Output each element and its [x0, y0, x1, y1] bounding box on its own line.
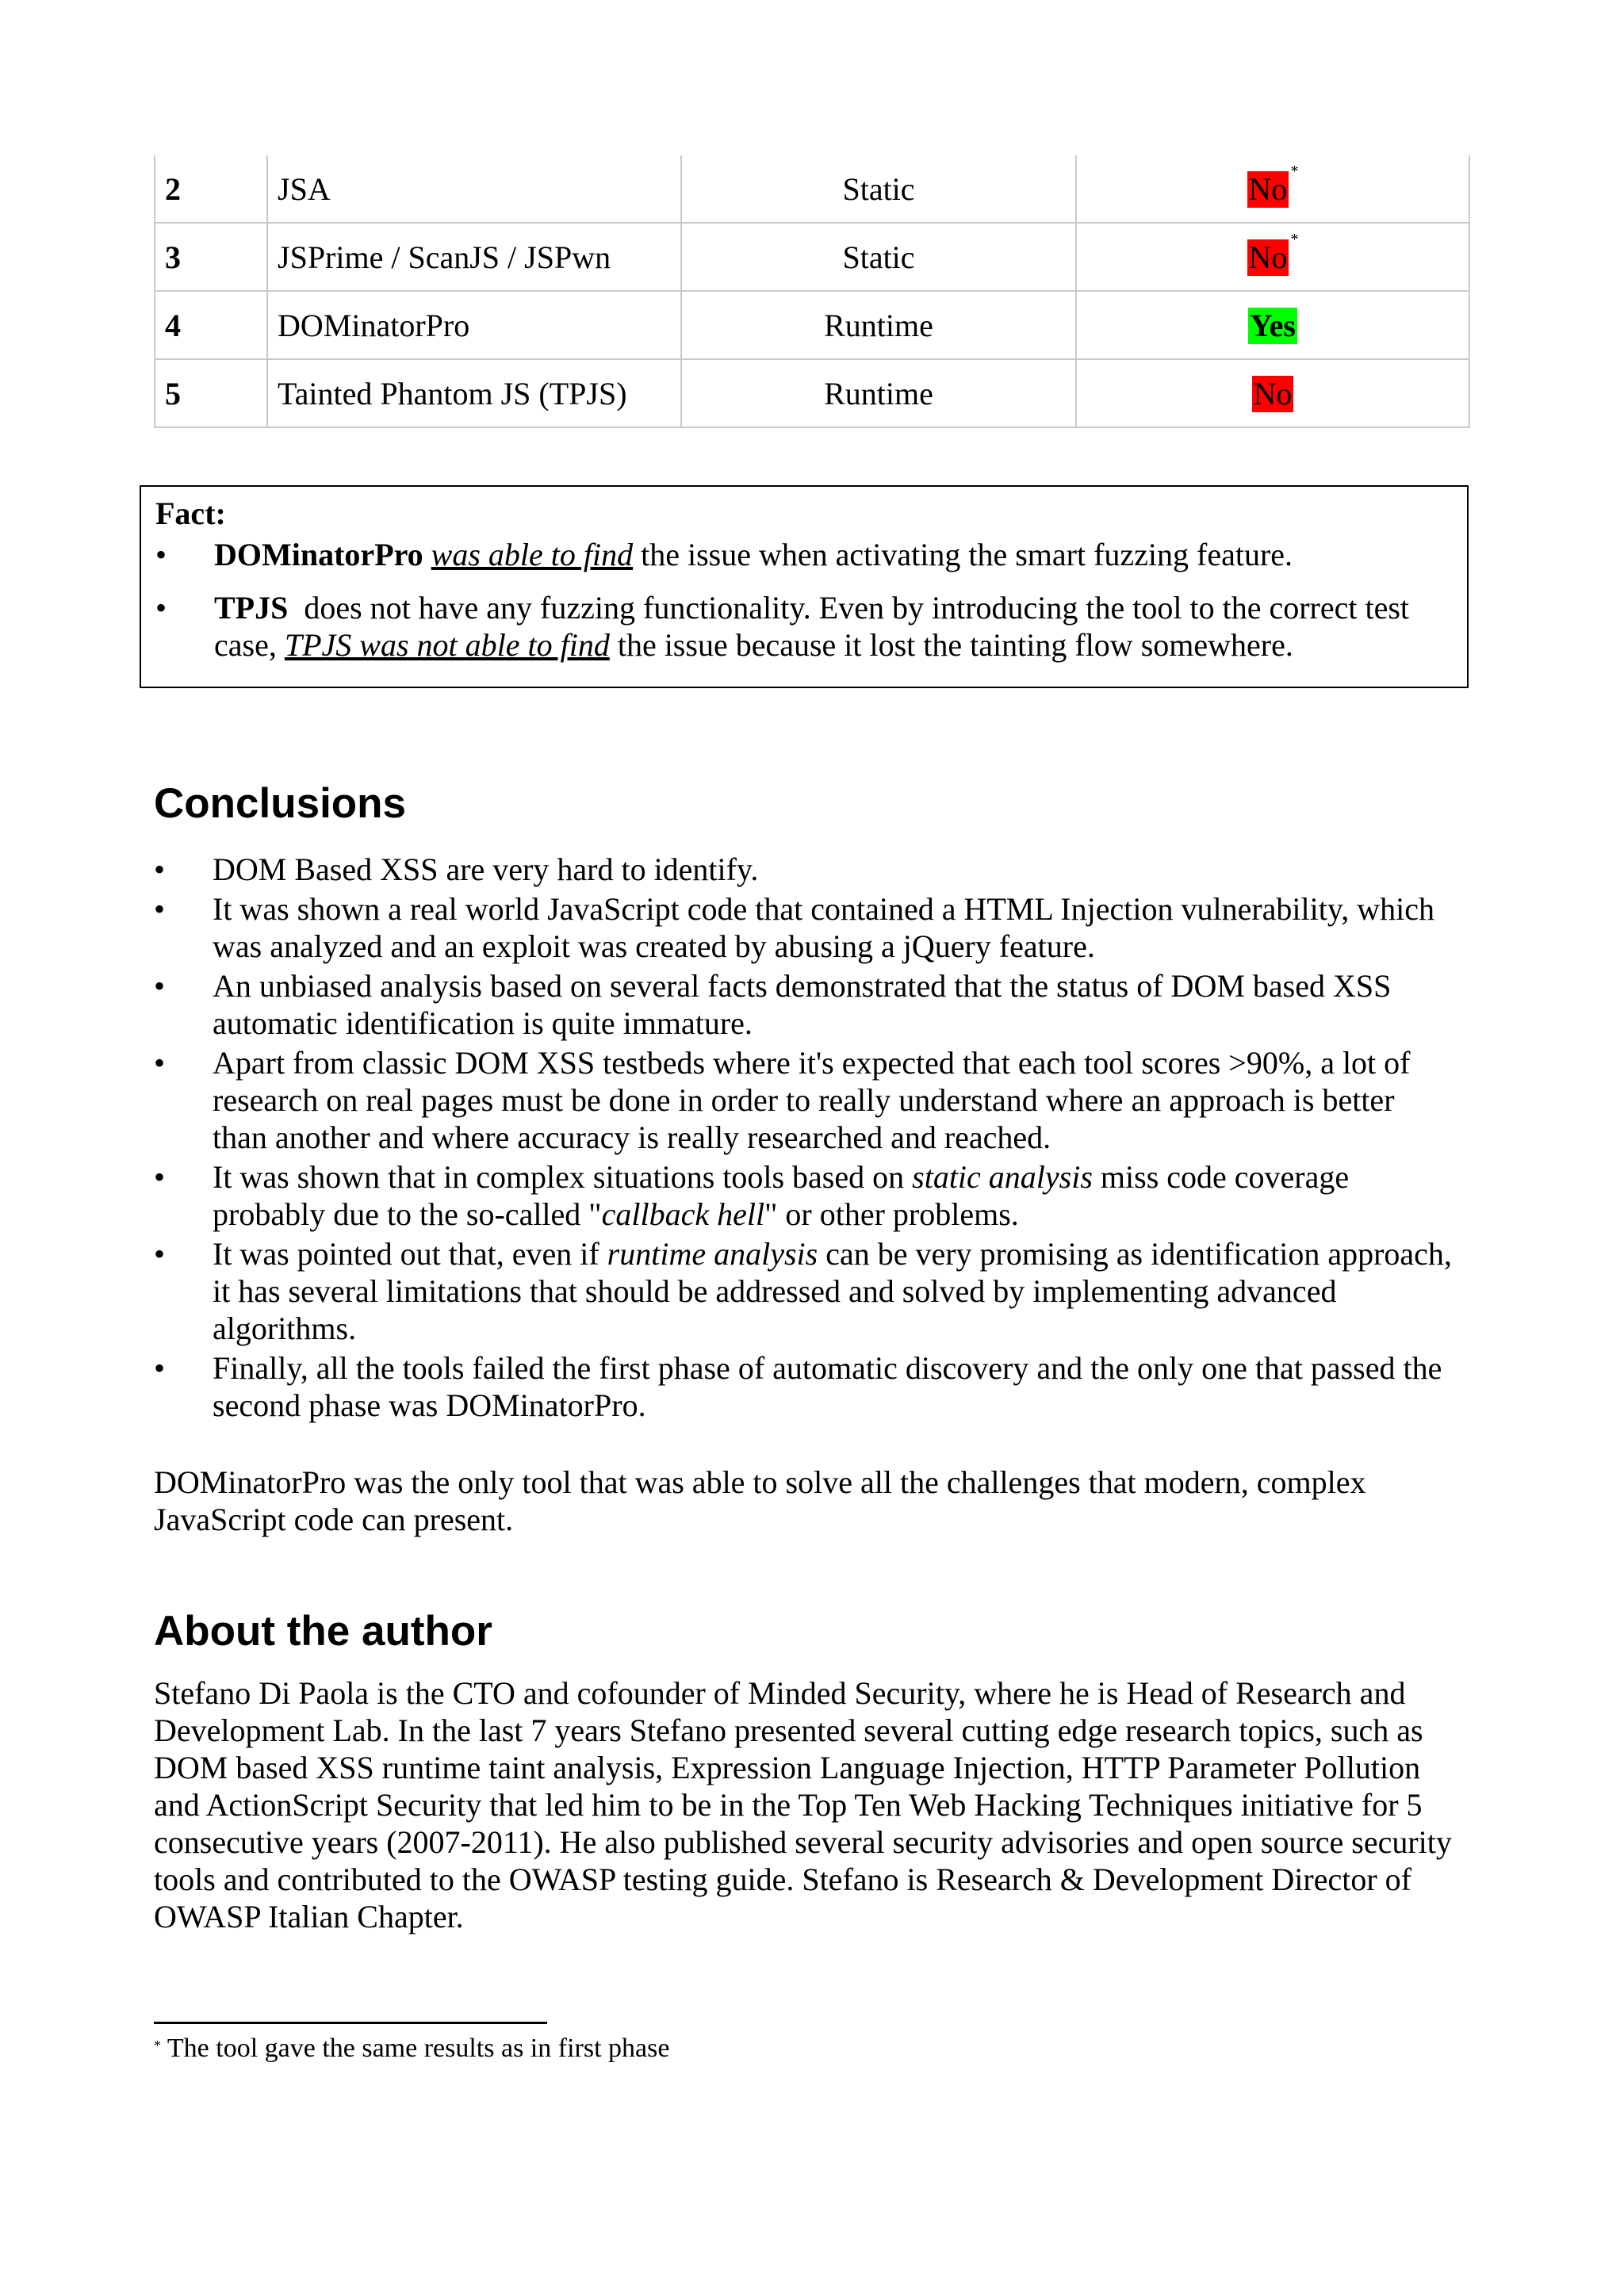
conclusion-item: • Finally, all the tools failed the first phase of automatic discovery and the only one that passed the second phase was DOMinatorPro. — [154, 1349, 1454, 1424]
tool-name-cell: JSPrime / ScanJS / JSPwn — [267, 223, 681, 291]
tool-name-cell: JSA — [267, 155, 681, 223]
fact-item-dominatorpro — [155, 536, 1453, 573]
tools-results-body — [155, 155, 1469, 427]
conclusion-text: It was shown that in complex situations tools based on — [213, 1159, 913, 1195]
author-bio: Stefano Di Paola is the CTO and cofounder of Minded Security, where he is Head of Research and Development Lab. In the last 7 years Stefano presented several cutting edge research topics, such as DOM based XSS runtime taint analysis, Expression Language Injection, HTTP Parameter Pollution and ActionScript Security that led him to be in the Top Ten Web Hacking Techniques initiative for 5 consecutive years (2007-2011). He also published several security advisories and open source security tools and contributed to the OWASP testing guide. Stefano is Research & Development Director of OWASP Italian Chapter. — [154, 1675, 1452, 1934]
conclusion-item — [154, 1235, 1454, 1347]
row-number-cell: 4 — [155, 291, 267, 359]
table-row — [155, 359, 1469, 427]
row-number-cell: 5 — [155, 359, 267, 427]
conclusions-list — [154, 851, 1454, 1424]
conclusion-item — [154, 1158, 1454, 1233]
result-cell — [1076, 291, 1469, 359]
conclusion-item: • DOM Based XSS are very hard to identify. — [154, 851, 1454, 888]
result-badge: No — [1248, 170, 1288, 207]
tools-results-table — [154, 155, 1470, 428]
result-badge: No — [1248, 239, 1288, 275]
fact-item-tpjs — [155, 589, 1453, 664]
analysis-type-cell: Runtime — [681, 359, 1076, 427]
result-cell — [1076, 223, 1469, 291]
fact-subject: TPJS — [214, 590, 289, 626]
fact-subject: DOMinatorPro — [214, 537, 423, 572]
conclusion-italic: runtime analysis — [607, 1236, 818, 1272]
footnote-marker: * — [154, 2038, 161, 2053]
conclusions-heading: Conclusions — [154, 780, 407, 827]
conclusion-text: miss code coverage probably due to the so-called " — [213, 1159, 1350, 1232]
result-badge: Yes — [1250, 307, 1296, 343]
analysis-type-cell: Runtime — [681, 291, 1076, 359]
analysis-type-cell: Static — [681, 223, 1076, 291]
table-row — [155, 291, 1469, 359]
conclusions-section — [154, 848, 1454, 1424]
conclusion-italic: callback hell — [601, 1196, 765, 1232]
fact-title: Fact: — [155, 496, 226, 531]
footnote — [154, 2031, 669, 2066]
fact-text: does not have any fuzzing functionality. Even by introducing the tool to the correct test case, — [214, 590, 1418, 663]
row-number-cell: 2 — [155, 155, 267, 223]
fact-emphasis: was able to find — [431, 537, 634, 572]
fact-text: the issue when activating the smart fuzzing feature. — [633, 537, 1293, 572]
fact-box — [140, 485, 1469, 688]
footnote-text: The tool gave the same results as in first phase — [161, 2034, 670, 2063]
conclusion-item: • Apart from classic DOM XSS testbeds where it's expected that each tool scores >90%, a lot of research on real pages must be done in order to really understand where an approach is better than another and where accuracy is really researched and reached. — [154, 1044, 1454, 1156]
tool-name-cell: Tainted Phantom JS (TPJS) — [267, 359, 681, 427]
result-badge: No — [1253, 375, 1293, 411]
author-heading: About the author — [154, 1608, 492, 1655]
result-cell — [1076, 155, 1469, 223]
footnote-marker: * — [1290, 230, 1299, 248]
footnote-divider — [154, 2022, 547, 2024]
conclusion-text: It was pointed out that, even if — [213, 1236, 607, 1272]
table-row — [155, 155, 1469, 223]
fact-emphasis: TPJS was not able to find — [284, 627, 610, 663]
result-cell — [1076, 359, 1469, 427]
fact-text: the issue because it lost the tainting flow somewhere. — [609, 627, 1293, 663]
footnote-marker: * — [1290, 162, 1299, 180]
tool-name-cell: DOMinatorPro — [267, 291, 681, 359]
conclusion-italic: static analysis — [912, 1159, 1093, 1195]
conclusion-item: • An unbiased analysis based on several facts demonstrated that the status of DOM based XSS automatic identification is quite immature. — [154, 967, 1454, 1042]
analysis-type-cell: Static — [681, 155, 1076, 223]
conclusion-text: can be very promising as identification approach, it has several limitations that should be addressed and solved by implementing advanced algorithms. — [213, 1236, 1452, 1346]
conclusion-text: " or other problems. — [764, 1196, 1019, 1232]
conclusions-summary: DOMinatorPro was the only tool that was able to solve all the challenges that modern, complex JavaScript code can present. — [154, 1464, 1366, 1537]
conclusion-item: • It was shown a real world JavaScript code that contained a HTML Injection vulnerability, which was analyzed and an exploit was created by abusing a jQuery feature. — [154, 890, 1454, 965]
table-row — [155, 223, 1469, 291]
fact-list — [155, 536, 1453, 664]
row-number-cell: 3 — [155, 223, 267, 291]
